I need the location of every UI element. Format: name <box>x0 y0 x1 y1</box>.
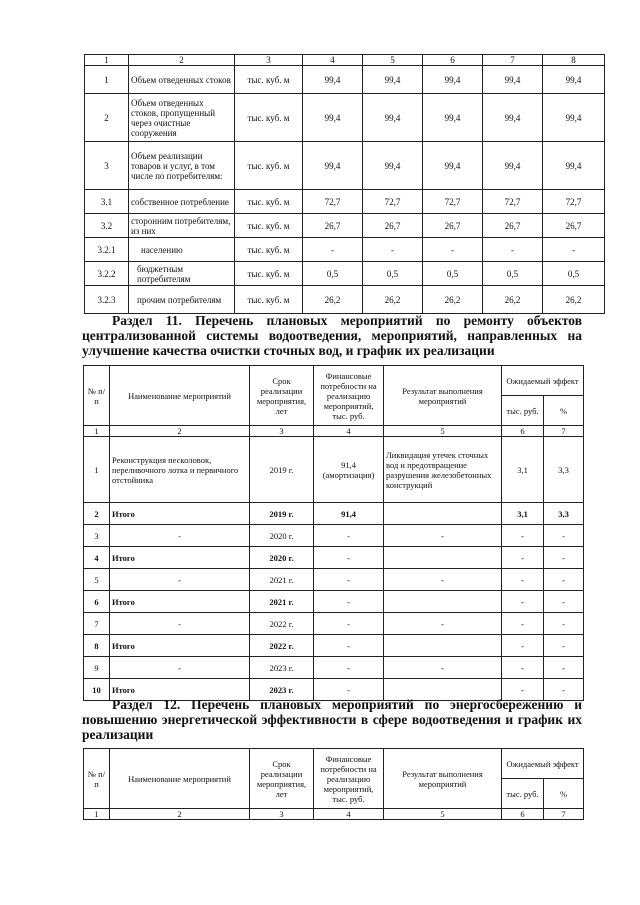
col-number: 5 <box>363 55 423 66</box>
row-value: 26,2 <box>423 286 483 314</box>
row-name: Итого <box>112 684 135 695</box>
row-effect-rub: - <box>502 525 544 547</box>
row-name: Итого <box>112 508 135 519</box>
row-effect-pct: - <box>544 525 584 547</box>
volumes-table <box>84 54 605 314</box>
row-value: 99,4 <box>303 94 363 142</box>
row-finance: - <box>314 591 384 613</box>
row-value: 0,5 <box>543 262 605 286</box>
col-number: 5 <box>384 426 502 437</box>
row-value: 99,4 <box>483 66 543 94</box>
header-name: Наименование мероприятий <box>110 366 250 426</box>
header-effect: Ожидаемый эффект <box>502 749 584 779</box>
row-value: 99,4 <box>483 142 543 190</box>
row-effect-rub: - <box>502 569 544 591</box>
row-number: 1 <box>85 66 129 94</box>
row-number: 2 <box>94 508 99 519</box>
row-term: 2019 г. <box>250 437 314 503</box>
table-row <box>85 142 605 190</box>
row-name: - <box>110 613 250 635</box>
row-value: 99,4 <box>423 66 483 94</box>
row-unit: тыс. куб. м <box>235 238 303 262</box>
row-value: 26,7 <box>363 214 423 238</box>
row-term: 2019 г. <box>269 508 294 519</box>
row-value: 72,7 <box>303 190 363 214</box>
row-value: 26,2 <box>543 286 605 314</box>
section-11-header-row <box>84 366 584 396</box>
row-effect-rub: - <box>502 635 544 657</box>
row-effect-pct: - <box>544 569 584 591</box>
col-number: 7 <box>483 55 543 66</box>
row-name: прочим потребителям <box>129 286 235 314</box>
row-term: 2021 г. <box>269 596 294 607</box>
header-term: Срок реализации мероприятия, лет <box>250 749 314 809</box>
col-number: 4 <box>303 55 363 66</box>
row-effect-pct: - <box>544 679 584 701</box>
row-unit: тыс. куб. м <box>235 94 303 142</box>
row-value: 72,7 <box>363 190 423 214</box>
section-12-colnum-row <box>84 809 584 820</box>
volumes-header-row <box>85 55 605 66</box>
row-value: 99,4 <box>363 66 423 94</box>
header-effect-pct: % <box>544 396 584 426</box>
row-finance: - <box>314 657 384 679</box>
row-value: 0,5 <box>423 262 483 286</box>
row-result <box>384 547 502 569</box>
row-name: - <box>110 657 250 679</box>
row-number: 8 <box>94 640 99 651</box>
row-result: - <box>384 569 502 591</box>
row-effect-rub: - <box>502 679 544 701</box>
row-value: 99,4 <box>363 142 423 190</box>
table-row <box>85 214 605 238</box>
row-finance: - <box>314 569 384 591</box>
section-12-header-row <box>84 749 584 779</box>
row-value: 26,7 <box>483 214 543 238</box>
row-term: 2023 г. <box>269 684 294 695</box>
row-name: - <box>110 525 250 547</box>
row-finance: - <box>314 547 384 569</box>
row-number: 3.2 <box>85 214 129 238</box>
row-finance: - <box>314 613 384 635</box>
table-row <box>84 569 584 591</box>
row-number: 3.2.1 <box>85 238 129 262</box>
col-number: 5 <box>384 809 502 820</box>
table-row <box>85 94 605 142</box>
row-term: 2021 г. <box>250 569 314 591</box>
row-number: 3.1 <box>85 190 129 214</box>
row-effect-pct: - <box>544 635 584 657</box>
table-row <box>85 190 605 214</box>
row-name: бюджетным потребителям <box>129 262 235 286</box>
row-value: - <box>483 238 543 262</box>
row-effect-pct: 3,3 <box>558 508 569 519</box>
row-result: - <box>384 525 502 547</box>
col-number: 4 <box>314 426 384 437</box>
row-effect-rub: 3,1 <box>502 437 544 503</box>
table-row <box>84 437 584 503</box>
row-number: 3.2.3 <box>85 286 129 314</box>
row-effect-pct: - <box>544 591 584 613</box>
row-value: 72,7 <box>423 190 483 214</box>
row-value: 72,7 <box>483 190 543 214</box>
row-value: - <box>423 238 483 262</box>
col-number: 1 <box>84 426 110 437</box>
table-row <box>84 525 584 547</box>
row-unit: тыс. куб. м <box>235 190 303 214</box>
table-row <box>85 238 605 262</box>
row-unit: тыс. куб. м <box>235 262 303 286</box>
col-number: 6 <box>502 809 544 820</box>
section-11-colnum-row <box>84 426 584 437</box>
col-number: 6 <box>423 55 483 66</box>
row-number: 9 <box>84 657 110 679</box>
section-12-title: Раздел 12. Перечень плановых мероприятий по энергосбережению и повышению энергетической эффективности в сфере водоотведения и график их реализации <box>82 697 582 742</box>
table-row <box>85 286 605 314</box>
col-number: 2 <box>110 809 250 820</box>
row-name: Объем отведенных стоков <box>129 66 235 94</box>
row-value: 72,7 <box>543 190 605 214</box>
row-effect-rub: - <box>502 591 544 613</box>
row-number: 3.2.2 <box>85 262 129 286</box>
row-unit: тыс. куб. м <box>235 66 303 94</box>
row-value: 26,7 <box>543 214 605 238</box>
row-value: 99,4 <box>363 94 423 142</box>
col-number: 3 <box>250 809 314 820</box>
row-name: Объем отведенных стоков, пропущенный через очистные сооружения <box>129 94 235 142</box>
row-number: 1 <box>84 437 110 503</box>
row-value: 0,5 <box>303 262 363 286</box>
header-finance: Финансовые потребности на реализацию мероприятий, тыс. руб. <box>314 749 384 809</box>
row-term: 2023 г. <box>250 657 314 679</box>
col-number: 2 <box>110 426 250 437</box>
col-number: 6 <box>502 426 544 437</box>
row-value: 26,2 <box>303 286 363 314</box>
header-result: Результат выполнения мероприятий <box>384 366 502 426</box>
row-number: 2 <box>85 94 129 142</box>
col-number: 2 <box>129 55 235 66</box>
table-row <box>84 503 584 525</box>
row-value: 99,4 <box>543 94 605 142</box>
row-value: 26,2 <box>483 286 543 314</box>
row-number: 4 <box>94 552 99 563</box>
header-term: Срок реализации мероприятия, лет <box>250 366 314 426</box>
row-term: 2020 г. <box>269 552 294 563</box>
row-finance: - <box>314 525 384 547</box>
row-effect-pct: - <box>544 613 584 635</box>
col-number: 3 <box>235 55 303 66</box>
row-result <box>384 591 502 613</box>
row-value: 0,5 <box>363 262 423 286</box>
header-effect-rub: тыс. руб. <box>502 396 544 426</box>
row-finance: 91,4 <box>341 508 356 519</box>
header-effect-rub: тыс. руб. <box>502 779 544 809</box>
table-row <box>85 66 605 94</box>
row-number: 3 <box>84 525 110 547</box>
section-12-heading <box>82 697 582 742</box>
row-value: 99,4 <box>483 94 543 142</box>
row-effect-rub: - <box>502 613 544 635</box>
row-result <box>384 635 502 657</box>
row-name: - <box>110 569 250 591</box>
header-effect: Ожидаемый эффект <box>502 366 584 396</box>
col-number: 8 <box>543 55 605 66</box>
row-value: 99,4 <box>303 66 363 94</box>
col-number: 7 <box>544 426 584 437</box>
row-result: - <box>384 657 502 679</box>
row-number: 3 <box>85 142 129 190</box>
row-value: 99,4 <box>423 142 483 190</box>
row-value: 99,4 <box>543 142 605 190</box>
table-row <box>84 613 584 635</box>
row-value: 0,5 <box>483 262 543 286</box>
row-value: 99,4 <box>543 66 605 94</box>
row-unit: тыс. куб. м <box>235 286 303 314</box>
row-name: населению <box>129 238 235 262</box>
row-name: собственное потребление <box>129 190 235 214</box>
row-name: Итого <box>112 552 135 563</box>
row-term: 2022 г. <box>269 640 294 651</box>
row-name: Объем реализации товаров и услуг, в том числе по потребителям: <box>129 142 235 190</box>
row-effect-pct: - <box>544 547 584 569</box>
section-11-table <box>83 365 584 701</box>
row-finance: 91,4 (амортизация) <box>314 437 384 503</box>
row-name: сторонним потребителям, из них <box>129 214 235 238</box>
row-term: 2020 г. <box>250 525 314 547</box>
section-11-heading <box>82 313 582 358</box>
row-result <box>384 503 502 525</box>
row-value: 26,2 <box>363 286 423 314</box>
row-result: Ликвидация утечек сточных вод и предотвращение разрушения железобетонных конструкций <box>384 437 502 503</box>
col-number: 1 <box>84 809 110 820</box>
row-value: - <box>363 238 423 262</box>
row-value: - <box>543 238 605 262</box>
row-value: 26,7 <box>423 214 483 238</box>
row-name: Итого <box>112 596 135 607</box>
row-effect-rub: 3,1 <box>517 508 528 519</box>
row-effect-pct: - <box>544 657 584 679</box>
header-num: № п/п <box>84 366 110 426</box>
row-effect-rub: - <box>502 657 544 679</box>
table-row <box>85 262 605 286</box>
row-number: 10 <box>92 684 101 695</box>
header-name: Наименование мероприятий <box>110 749 250 809</box>
section-12-table <box>83 748 584 820</box>
table-row <box>84 591 584 613</box>
row-finance: - <box>314 635 384 657</box>
row-value: 26,7 <box>303 214 363 238</box>
row-value: 99,4 <box>303 142 363 190</box>
row-name: Реконструкция песколовок, переливочного лотка и первичного отстойника <box>110 437 250 503</box>
row-effect-rub: - <box>502 547 544 569</box>
row-effect-pct: 3,3 <box>544 437 584 503</box>
table-row <box>84 657 584 679</box>
col-number: 4 <box>314 809 384 820</box>
section-11-title: Раздел 11. Перечень плановых мероприятий по ремонту объектов централизованной системы водоотведения, мероприятий, направленных на улучшение качества очистки сточных вод, и график их реализации <box>82 313 582 358</box>
row-unit: тыс. куб. м <box>235 142 303 190</box>
table-row <box>84 547 584 569</box>
row-number: 6 <box>94 596 99 607</box>
col-number: 1 <box>85 55 129 66</box>
header-effect-pct: % <box>544 779 584 809</box>
col-number: 7 <box>544 809 584 820</box>
row-term: 2022 г. <box>250 613 314 635</box>
header-result: Результат выполнения мероприятий <box>384 749 502 809</box>
row-value: 99,4 <box>423 94 483 142</box>
row-value: - <box>303 238 363 262</box>
col-number: 3 <box>250 426 314 437</box>
row-unit: тыс. куб. м <box>235 214 303 238</box>
table-row <box>84 635 584 657</box>
row-finance: - <box>314 679 384 701</box>
header-finance: Финансовые потребности на реализацию мероприятий, тыс. руб. <box>314 366 384 426</box>
row-number: 7 <box>84 613 110 635</box>
row-name: Итого <box>112 640 135 651</box>
row-number: 5 <box>84 569 110 591</box>
row-result: - <box>384 613 502 635</box>
header-num: № п/п <box>84 749 110 809</box>
